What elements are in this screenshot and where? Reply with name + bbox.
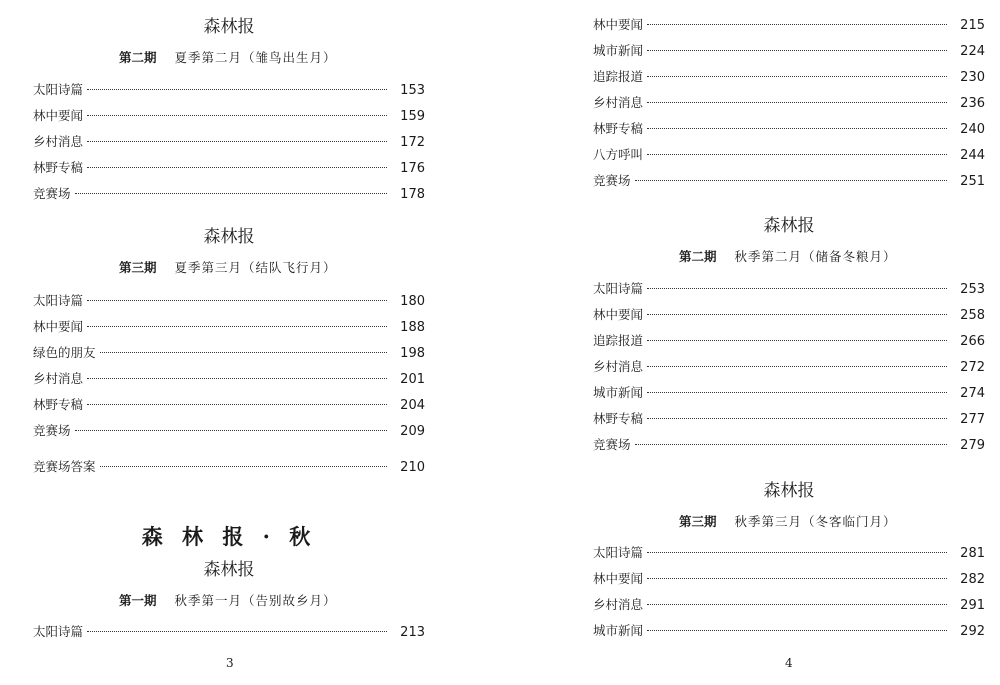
toc-list — [33, 454, 425, 480]
entry-title: 太阳诗篇 — [33, 293, 84, 308]
dot-leader — [635, 180, 947, 181]
dot-leader — [87, 378, 387, 379]
entry-title: 林野专稿 — [593, 121, 644, 136]
dot-leader — [647, 128, 947, 129]
entry-page: 266 — [960, 334, 985, 349]
dot-leader — [647, 288, 947, 289]
toc-entry[interactable] — [593, 380, 985, 406]
toc-entry[interactable] — [593, 328, 985, 354]
section-title: 森林报 — [763, 216, 815, 236]
toc-entry[interactable] — [33, 129, 425, 155]
dot-leader — [635, 444, 947, 445]
toc-entry[interactable] — [593, 64, 985, 90]
toc-entry[interactable] — [593, 592, 985, 618]
toc-entry[interactable] — [33, 288, 425, 314]
entry-title: 竞赛场 — [593, 437, 631, 452]
issue-desc: 秋季第三月（冬客临门月） — [734, 514, 897, 529]
toc-entry[interactable] — [593, 168, 985, 194]
page-number: 3 — [226, 656, 234, 670]
entry-page: 282 — [960, 572, 985, 587]
dot-leader — [87, 167, 387, 168]
issue-desc: 夏季第二月（雏鸟出生月） — [174, 50, 337, 65]
entry-page: 281 — [960, 546, 985, 561]
dot-leader — [647, 314, 947, 315]
issue-number: 第三期 — [119, 260, 157, 275]
toc-list — [33, 619, 425, 645]
issue-desc: 夏季第三月（结队飞行月） — [174, 260, 337, 275]
entry-page: 272 — [960, 360, 985, 375]
entry-page: 274 — [960, 386, 985, 401]
issue-subtitle — [593, 241, 985, 273]
part-title: 森 林 报 · 秋 — [141, 524, 317, 549]
entry-page: 180 — [400, 294, 425, 309]
dot-leader — [647, 604, 947, 605]
page-number: 4 — [785, 656, 793, 670]
dot-leader — [647, 50, 947, 51]
entry-page: 236 — [960, 96, 985, 111]
entry-title: 林中要闻 — [33, 108, 84, 123]
entry-page: 198 — [400, 346, 425, 361]
toc-entry[interactable] — [33, 340, 425, 366]
toc-list — [593, 540, 985, 644]
entry-title: 竞赛场 — [33, 423, 71, 438]
entry-title: 乡村消息 — [33, 371, 84, 386]
entry-page: 279 — [960, 438, 985, 453]
issue-number: 第二期 — [679, 249, 717, 264]
entry-page: 253 — [960, 282, 985, 297]
toc-entry[interactable] — [593, 432, 985, 458]
entry-page: 176 — [400, 161, 425, 176]
entry-page: 224 — [960, 44, 985, 59]
toc-entry[interactable] — [593, 618, 985, 644]
dot-leader — [87, 141, 387, 142]
dot-leader — [647, 552, 947, 553]
dot-leader — [100, 352, 387, 353]
issue-subtitle — [33, 252, 425, 284]
entry-page: 209 — [400, 424, 425, 439]
entry-page: 178 — [400, 187, 425, 202]
toc-entry[interactable] — [33, 454, 425, 480]
entry-title: 林野专稿 — [593, 411, 644, 426]
toc-entry[interactable] — [33, 155, 425, 181]
toc-list — [593, 12, 985, 194]
toc-entry[interactable] — [593, 90, 985, 116]
dot-leader — [75, 430, 387, 431]
entry-title: 林中要闻 — [593, 17, 644, 32]
entry-title: 林野专稿 — [33, 160, 84, 175]
section-summer-2 — [33, 12, 425, 207]
answers-section — [33, 454, 425, 480]
dot-leader — [100, 466, 387, 467]
section-title: 森林报 — [763, 481, 815, 501]
entry-title: 太阳诗篇 — [33, 624, 84, 639]
dot-leader — [87, 300, 387, 301]
entry-title: 乡村消息 — [593, 95, 644, 110]
issue-subtitle — [593, 506, 985, 538]
entry-page: 251 — [960, 174, 985, 189]
entry-page: 188 — [400, 320, 425, 335]
entry-page: 291 — [960, 598, 985, 613]
dot-leader — [87, 89, 387, 90]
entry-title: 竞赛场 — [593, 173, 631, 188]
entry-title: 绿色的朋友 — [33, 345, 96, 360]
issue-subtitle — [33, 42, 425, 74]
toc-entry[interactable] — [33, 392, 425, 418]
section-summer-3 — [33, 222, 425, 444]
issue-desc: 秋季第一月（告别故乡月） — [174, 593, 337, 608]
entry-title: 林野专稿 — [33, 397, 84, 412]
entry-page: 277 — [960, 412, 985, 427]
toc-entry[interactable] — [593, 12, 985, 38]
entry-page: 292 — [960, 624, 985, 639]
dot-leader — [87, 404, 387, 405]
toc-list — [33, 77, 425, 207]
issue-number: 第一期 — [119, 593, 157, 608]
section-title: 森林报 — [203, 560, 255, 580]
dot-leader — [647, 102, 947, 103]
issue-number: 第三期 — [679, 514, 717, 529]
issue-number: 第二期 — [119, 50, 157, 65]
section-autumn-3 — [593, 476, 985, 644]
entry-title: 林中要闻 — [593, 307, 644, 322]
entry-title: 太阳诗篇 — [593, 545, 644, 560]
dot-leader — [647, 340, 947, 341]
dot-leader — [87, 326, 387, 327]
entry-page: 240 — [960, 122, 985, 137]
entry-page: 159 — [400, 109, 425, 124]
entry-title: 追踪报道 — [593, 333, 644, 348]
toc-entry[interactable] — [593, 540, 985, 566]
entry-page: 204 — [400, 398, 425, 413]
toc-entry[interactable] — [33, 619, 425, 645]
section-title: 森林报 — [203, 17, 255, 37]
toc-entry[interactable] — [593, 302, 985, 328]
entry-title: 城市新闻 — [593, 43, 644, 58]
toc-entry[interactable] — [593, 116, 985, 142]
entry-page: 172 — [400, 135, 425, 150]
entry-title: 竞赛场 — [33, 186, 71, 201]
entry-title: 乡村消息 — [33, 134, 84, 149]
entry-page: 230 — [960, 70, 985, 85]
toc-entry[interactable] — [33, 181, 425, 207]
toc-entry[interactable] — [33, 77, 425, 103]
dot-leader — [647, 392, 947, 393]
entry-page: 258 — [960, 308, 985, 323]
entry-title: 城市新闻 — [593, 623, 644, 638]
entry-page: 215 — [960, 18, 985, 33]
toc-entry[interactable] — [593, 38, 985, 64]
dot-leader — [647, 630, 947, 631]
toc-entry[interactable] — [33, 366, 425, 392]
entry-title: 太阳诗篇 — [593, 281, 644, 296]
section-autumn-2 — [593, 211, 985, 458]
dot-leader — [647, 76, 947, 77]
entry-page: 244 — [960, 148, 985, 163]
entry-title: 城市新闻 — [593, 385, 644, 400]
entry-title: 林中要闻 — [593, 571, 644, 586]
toc-entry[interactable] — [593, 566, 985, 592]
toc-entry[interactable] — [593, 276, 985, 302]
issue-desc: 秋季第二月（储备冬粮月） — [734, 249, 897, 264]
entry-title: 林中要闻 — [33, 319, 84, 334]
section-autumn-1 — [33, 519, 425, 645]
toc-entry[interactable] — [33, 314, 425, 340]
dot-leader — [75, 193, 387, 194]
entry-title: 太阳诗篇 — [33, 82, 84, 97]
entry-title: 乡村消息 — [593, 597, 644, 612]
page-4 — [560, 0, 1000, 685]
entry-page: 213 — [400, 625, 425, 640]
toc-list — [593, 276, 985, 458]
section-title: 森林报 — [203, 227, 255, 247]
entry-title: 乡村消息 — [593, 359, 644, 374]
toc-entry[interactable] — [593, 354, 985, 380]
toc-entry[interactable] — [33, 103, 425, 129]
dot-leader — [647, 418, 947, 419]
dot-leader — [647, 154, 947, 155]
toc-entry[interactable] — [593, 142, 985, 168]
dot-leader — [647, 578, 947, 579]
entry-page: 210 — [400, 460, 425, 475]
toc-list — [33, 288, 425, 444]
issue-subtitle — [33, 585, 425, 617]
toc-entry[interactable] — [33, 418, 425, 444]
section-autumn-1-continued — [593, 12, 985, 194]
dot-leader — [87, 115, 387, 116]
dot-leader — [87, 631, 387, 632]
dot-leader — [647, 366, 947, 367]
entry-page: 153 — [400, 83, 425, 98]
entry-page: 201 — [400, 372, 425, 387]
toc-entry[interactable] — [593, 406, 985, 432]
entry-title: 竞赛场答案 — [33, 459, 96, 474]
dot-leader — [647, 24, 947, 25]
entry-title: 八方呼叫 — [593, 147, 644, 162]
entry-title: 追踪报道 — [593, 69, 644, 84]
